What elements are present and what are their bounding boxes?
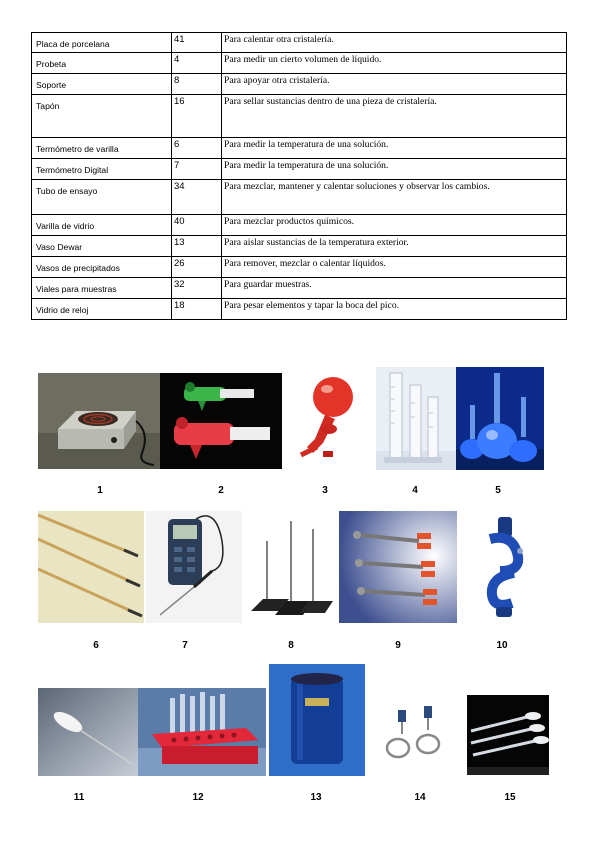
- digital-thermometer-icon: [146, 511, 242, 623]
- table-row: [32, 180, 567, 215]
- equipment-name: Vidrio de reloj: [32, 299, 172, 320]
- equipment-table: [31, 32, 567, 320]
- thermometers-icon: [38, 511, 144, 623]
- equipment-number: 7: [172, 159, 222, 180]
- equipment-number: 18: [172, 299, 222, 320]
- figure-label: 7: [182, 640, 188, 651]
- table-row: [32, 257, 567, 278]
- figure-label: 5: [495, 485, 501, 496]
- equipment-number: 26: [172, 257, 222, 278]
- figure-label: 9: [395, 640, 401, 651]
- equipment-number: 41: [172, 33, 222, 53]
- figure-label: 8: [288, 640, 294, 651]
- figure-label: 15: [504, 792, 516, 803]
- equipment-name: Viales para muestras: [32, 278, 172, 299]
- equipment-use: Para guardar muestras.: [222, 278, 567, 299]
- equipment-number: 13: [172, 236, 222, 257]
- equipment-name: Termómetro Digital: [32, 159, 172, 180]
- figure-label: 10: [496, 640, 508, 651]
- table-row: [32, 53, 567, 74]
- equipment-name: Soporte: [32, 74, 172, 95]
- figure-label: 11: [73, 792, 85, 803]
- equipment-name: Placa de porcelana: [32, 33, 172, 53]
- equipment-use: Para mezclar productos químicos.: [222, 215, 567, 236]
- equipment-name: Vasos de precipitados: [32, 257, 172, 278]
- clamp-holder-icon: [470, 511, 542, 623]
- table-row: [32, 74, 567, 95]
- pasteur-pipettes-icon: [467, 695, 549, 775]
- test-tube-rack-icon: [138, 688, 266, 776]
- figure-label: 1: [97, 485, 103, 496]
- equipment-number: 40: [172, 215, 222, 236]
- equipment-use: Para calentar otra cristalería.: [222, 33, 567, 53]
- equipment-use: Para pesar elementos y tapar la boca del pico.: [222, 299, 567, 320]
- hot-plate-icon: [38, 373, 160, 469]
- figure-label: 2: [218, 485, 224, 496]
- pipette-pump-icon: [160, 373, 282, 469]
- table-row: [32, 236, 567, 257]
- clamps-icon: [339, 511, 457, 623]
- equipment-number: 16: [172, 95, 222, 138]
- equipment-use: Para aislar sustancias de la temperatura exterior.: [222, 236, 567, 257]
- equipment-name: Probeta: [32, 53, 172, 74]
- equipment-number: 4: [172, 53, 222, 74]
- equipment-use: Para medir un cierto volumen de líquido.: [222, 53, 567, 74]
- figure-label: 12: [192, 792, 204, 803]
- figure-label: 13: [310, 792, 322, 803]
- ring-clamps-icon: [380, 700, 452, 776]
- table-row: [32, 278, 567, 299]
- figure-label: 4: [412, 485, 418, 496]
- table-row: [32, 159, 567, 180]
- support-stands-icon: [245, 511, 337, 623]
- equipment-number: 8: [172, 74, 222, 95]
- pipette-bulb-icon: [287, 373, 371, 469]
- equipment-name: Varilla de vidrio: [32, 215, 172, 236]
- equipment-use: Para mezclar, mantener y calentar soluciones y observar los cambios.: [222, 180, 567, 215]
- equipment-use: Para medir la temperatura de una solución.: [222, 138, 567, 159]
- table-row: [32, 299, 567, 320]
- equipment-use: Para sellar sustancias dentro de una pieza de cristalería.: [222, 95, 567, 138]
- figure-label: 14: [414, 792, 426, 803]
- table-row: [32, 138, 567, 159]
- dewar-flask-icon: [269, 664, 365, 776]
- table-row: [32, 95, 567, 138]
- equipment-name: Termómetro de varilla: [32, 138, 172, 159]
- equipment-number: 32: [172, 278, 222, 299]
- test-tube-brush-icon: [38, 688, 138, 776]
- equipment-number: 6: [172, 138, 222, 159]
- volumetric-flasks-icon: [456, 367, 544, 470]
- equipment-use: Para medir la temperatura de una solución.: [222, 159, 567, 180]
- figure-label: 6: [93, 640, 99, 651]
- equipment-use: Para remover, mezclar o calentar líquidos.: [222, 257, 567, 278]
- table-row: [32, 33, 567, 53]
- equipment-name: Tapón: [32, 95, 172, 138]
- equipment-use: Para apoyar otra cristalería.: [222, 74, 567, 95]
- equipment-number: 34: [172, 180, 222, 215]
- table-row: [32, 215, 567, 236]
- graduated-cylinders-icon: [376, 367, 456, 470]
- equipment-name: Tubo de ensayo: [32, 180, 172, 215]
- equipment-name: Vaso Dewar: [32, 236, 172, 257]
- figure-label: 3: [322, 485, 328, 496]
